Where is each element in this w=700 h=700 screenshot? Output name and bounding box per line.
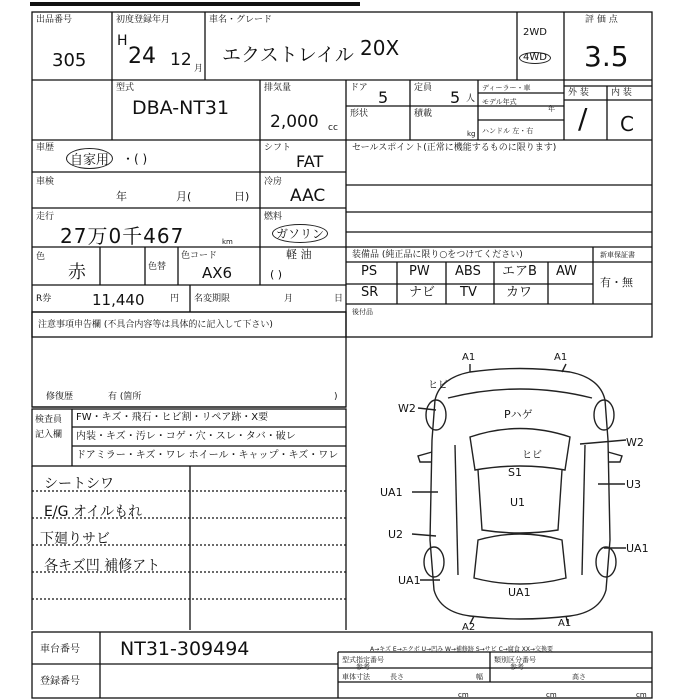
shift-label: シフト	[264, 143, 292, 153]
type-label: 型式	[116, 83, 135, 93]
equip-sr: SR	[361, 285, 379, 300]
width-label: 幅	[476, 673, 483, 681]
equip-airbag: エアB	[502, 264, 537, 279]
equip-aw: AW	[556, 264, 578, 279]
lot-number-label: 出品番号	[36, 15, 73, 25]
drive-4wd-circled: 4WD	[519, 52, 551, 64]
mark-s1: S1	[508, 466, 522, 479]
length-label: 長さ	[390, 673, 404, 681]
color-change-label: 色替	[148, 262, 167, 272]
exterior-label: 外 装	[568, 88, 589, 98]
exterior-grade: /	[578, 102, 588, 135]
dims-label: 車体寸法	[342, 673, 370, 681]
cert-number-label: 型式指定番号	[342, 656, 384, 664]
ac-value: AAC	[290, 186, 326, 206]
mileage-unit: km	[222, 238, 233, 246]
mark-ua1-right: UA1	[626, 542, 649, 555]
inspector-row-2: 内装・キズ・汚レ・コゲ・穴・スレ・タバ・破レ	[76, 431, 296, 442]
inspection-label: 車検	[36, 177, 55, 187]
repair-history-label: 修復歴	[46, 392, 74, 402]
fuel-paren: ( )	[270, 268, 283, 281]
repair-history-value: 有 (箇所	[108, 392, 142, 402]
yen-unit: 円	[170, 294, 180, 304]
mark-a1-front-right: A1	[554, 352, 568, 363]
dealer-label: ディーラー・車	[482, 84, 531, 92]
expiry-day: 日	[334, 294, 344, 304]
capacity-unit: 人	[466, 94, 476, 104]
chassis-label: 車台番号	[40, 644, 80, 655]
mark-crack-windshield: ヒビ	[522, 450, 542, 461]
mark-crack-front: ヒビ	[428, 380, 448, 391]
lot-number: 305	[52, 50, 87, 71]
mark-a2-rear: A2	[462, 622, 476, 633]
mark-u3: U3	[626, 478, 642, 491]
color-label: 色	[36, 252, 46, 262]
registration-year: 24	[128, 44, 156, 69]
displacement: 2,000	[270, 112, 319, 132]
first-registration-label: 初度登録年月	[116, 15, 171, 25]
score-label: 評 価 点	[585, 15, 618, 25]
equip-navi: ナビ	[409, 285, 436, 300]
height-label: 高さ	[572, 673, 586, 681]
damage-legend: A→キズ E→エクボ U→凹み W→補修跡 S→サビ C→腐食 XX→交換要	[370, 646, 553, 653]
fuel-value-circled: ガソリン	[272, 224, 328, 243]
warranty-value: 有・無	[600, 276, 633, 289]
door-label: ドア	[350, 83, 368, 93]
cm-unit-3: cm	[636, 691, 647, 699]
kg-unit: kg	[467, 130, 476, 138]
ac-label: 冷房	[264, 177, 283, 187]
interior-label: 内 装	[611, 88, 632, 98]
expiry-month: 月	[284, 294, 294, 304]
note-line-3: 下廻りサビ	[40, 531, 110, 547]
mark-u2: U2	[388, 528, 404, 541]
mark-w2-right: W2	[626, 436, 644, 449]
equip-tv: TV	[460, 285, 477, 300]
cc-unit: cc	[328, 123, 338, 133]
inspector-label-2: 記入欄	[35, 430, 63, 440]
recycle-label: R券	[36, 294, 52, 304]
ref-label-1: 参考	[356, 663, 370, 671]
inspector-label-1: 検査員	[35, 415, 63, 425]
recycle-value: 11,440	[92, 291, 145, 309]
fuel-label: 燃料	[264, 212, 283, 222]
equipment-label: 装備品 (純正品に限り○をつけてください)	[352, 250, 523, 260]
model-year-label: モデル年式	[482, 98, 517, 106]
mark-ua1-rear: UA1	[508, 586, 531, 599]
model-name: エクストレイル	[222, 44, 354, 66]
color-code: AX6	[202, 264, 233, 282]
fuel-diesel: 軽 油	[286, 248, 312, 261]
notes-label: 注意事項申告欄 (不具合内容等は具体的に記入して下さい)	[38, 320, 273, 330]
mark-a1-front-left: A1	[462, 352, 476, 363]
car-damage-diagram	[412, 364, 626, 624]
inspection-day: 日)	[234, 190, 250, 203]
usage-label: 車歴	[36, 143, 55, 153]
mileage-value: 27万0千467	[60, 224, 185, 248]
usage-paren: ・( )	[122, 152, 148, 166]
drive-2wd: 2WD	[523, 27, 547, 38]
shape-label: 形状	[350, 109, 369, 119]
grade: 20X	[360, 36, 400, 60]
class-number-label: 類別区分番号	[494, 656, 536, 664]
registration-label: 登録番号	[40, 676, 80, 687]
inspector-row-3: ドアミラー・キズ・ワレ ホイール・キャップ・キズ・ワレ	[76, 450, 339, 461]
mark-w2-left: W2	[398, 402, 416, 415]
expiry-label: 名変期限	[194, 294, 231, 304]
new-warranty-label: 新車保証書	[600, 251, 635, 259]
type-code: DBA-NT31	[132, 97, 230, 119]
repair-history-close: )	[334, 392, 338, 402]
month-suffix: 月	[194, 64, 204, 74]
aftermarket-label: 後付品	[352, 308, 373, 316]
year-label: 年	[548, 105, 555, 113]
interior-grade: C	[620, 112, 634, 136]
shift-value: FAT	[296, 152, 324, 171]
mark-u1: U1	[510, 496, 526, 509]
ref-label-2: 参考	[510, 663, 524, 671]
capacity-label: 定員	[414, 83, 433, 93]
equip-leather: カワ	[506, 285, 533, 300]
displacement-label: 排気量	[264, 83, 292, 93]
mark-ua1-left-front: UA1	[380, 486, 403, 499]
registration-month: 12	[170, 50, 192, 70]
mark-ua1-left-rear: UA1	[398, 574, 421, 587]
inspector-row-1: FW・キズ・飛石・ヒビ割・リペア跡・X要	[76, 412, 269, 423]
cm-unit-2: cm	[546, 691, 557, 699]
doors: 5	[378, 88, 389, 107]
color-value: 赤	[68, 262, 86, 283]
note-line-4: 各キズ凹 補修アト	[44, 558, 161, 574]
selling-points-label: セールスポイント(正常に機能するものに限ります)	[352, 143, 557, 153]
model-label: 車名・グレード	[209, 15, 273, 25]
era: H	[117, 33, 128, 49]
equip-pw: PW	[409, 264, 430, 279]
inspection-year: 年	[116, 190, 127, 203]
load-label: 積載	[414, 109, 433, 119]
cm-unit-1: cm	[458, 691, 469, 699]
mileage-label: 走行	[36, 212, 55, 222]
score: 3.5	[584, 40, 629, 73]
chassis-number: NT31-309494	[120, 638, 250, 660]
usage-value-circled: 自家用	[66, 148, 113, 169]
equip-ps: PS	[361, 264, 378, 279]
inspection-month: 月(	[176, 190, 192, 203]
equip-abs: ABS	[455, 264, 481, 279]
handle-label: ハンドル 左・右	[482, 127, 534, 135]
color-code-label: 色コード	[181, 251, 218, 261]
note-line-2: E/G オイルもれ	[44, 504, 143, 520]
capacity: 5	[450, 88, 461, 107]
mark-a1-rear: A1	[558, 618, 572, 629]
mark-paint-peel: Pハゲ	[504, 408, 533, 421]
note-line-1: シートシワ	[44, 476, 114, 492]
